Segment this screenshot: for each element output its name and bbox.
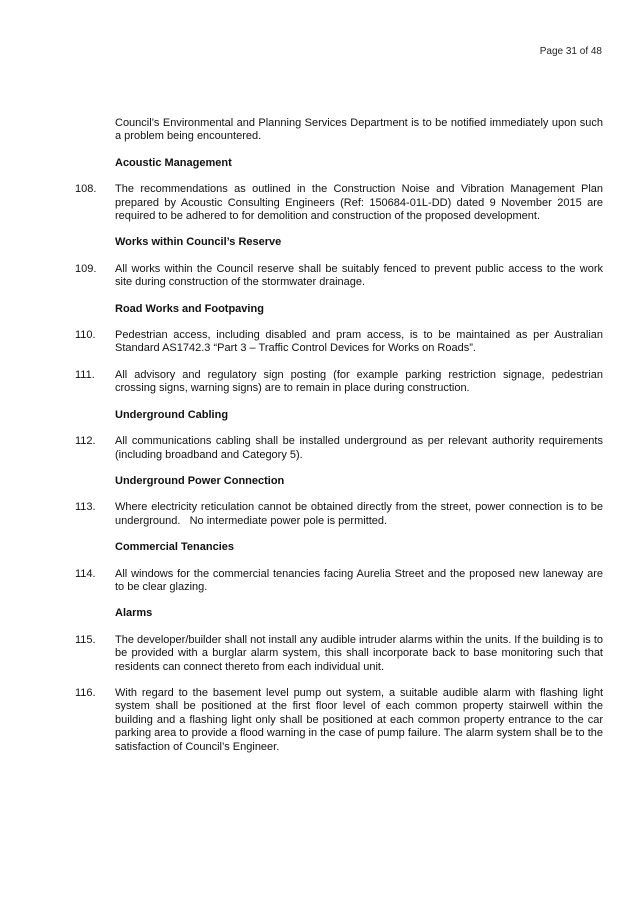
clause-112	[75, 435, 603, 462]
clause-110	[75, 329, 603, 356]
clause-113	[75, 501, 607, 528]
clause-number: 112.	[75, 435, 96, 448]
clause-text: With regard to the basement level pump out system, a suitable audible alarm with flashing light system shall be positioned at the first floor level of each common property stairwell within the building and a flashing light only shall be positioned at each common property entrance to the car parking area to provide a flood warning in the case of pump failure. The alarm system shall be to the satisfaction of Council’s Engineer.	[115, 686, 603, 753]
clause-text: All advisory and regulatory sign posting (for example parking restriction signage, pedestrian crossing signs, warning signs) are to remain in place during construction.	[115, 368, 603, 395]
clause-number: 109.	[75, 262, 97, 275]
page-number: Page 31 of 48	[539, 46, 602, 57]
clause-111	[75, 369, 603, 396]
clause-text: Where electricity reticulation cannot be obtained directly from the street, power connection is to be underground. No intermediate power pole is permitted.	[115, 501, 607, 527]
intro-paragraph: Council’s Environmental and Planning Services Department is to be notified immediately upon such a problem being encountered.	[115, 117, 603, 143]
clause-116	[75, 687, 603, 754]
document-body	[75, 117, 607, 754]
clause-number: 114.	[75, 567, 96, 580]
section-heading-alarms: Alarms	[115, 607, 153, 620]
clause-109	[75, 263, 603, 290]
clause-115	[75, 634, 603, 674]
clause-108	[75, 183, 603, 223]
clause-text: All works within the Council reserve shall be suitably fenced to prevent public access to the work site during construction of the stormwater drainage.	[115, 262, 603, 289]
section-heading-road-works: Road Works and Footpaving	[115, 302, 264, 315]
clause-number: 115.	[75, 633, 96, 646]
section-heading-underground-cabling: Underground Cabling	[115, 408, 229, 421]
clause-text: Pedestrian access, including disabled and pram access, is to be maintained as per Australian Standard AS1742.3 “Part 3 – Traffic Control Devices for Works on Roads”.	[115, 329, 603, 355]
clause-text: The recommendations as outlined in the Construction Noise and Vibration Management Plan prepared by Acoustic Consulting Engineers (Ref: 150684-01L-DD) dated 9 November 2015 are required to be adhered to for demolition and construction of the proposed development.	[115, 183, 603, 223]
section-heading-commercial-tenancies: Commercial Tenancies	[115, 541, 235, 554]
clause-number: 116.	[75, 686, 96, 699]
clause-text: All communications cabling shall be installed underground as per relevant authority requirements (including broadband and Category 5).	[115, 435, 603, 461]
clause-114	[75, 568, 603, 595]
section-heading-acoustic: Acoustic Management	[115, 156, 232, 169]
section-heading-works-reserve: Works within Council’s Reserve	[115, 236, 282, 249]
clause-number: 110.	[75, 329, 96, 342]
section-heading-underground-power: Underground Power Connection	[115, 474, 285, 487]
clause-number: 108.	[75, 183, 97, 196]
clause-text: The developer/builder shall not install any audible intruder alarms within the units. If the building is to be provided with a burglar alarm system, this shall incorporate back to base monitoring such that residents can connect thereto from each individual unit.	[115, 633, 603, 673]
clause-number: 111.	[75, 368, 95, 381]
clause-number: 113.	[75, 501, 96, 514]
clause-text: All windows for the commercial tenancies facing Aurelia Street and the proposed new laneway are to be clear glazing.	[115, 567, 603, 593]
